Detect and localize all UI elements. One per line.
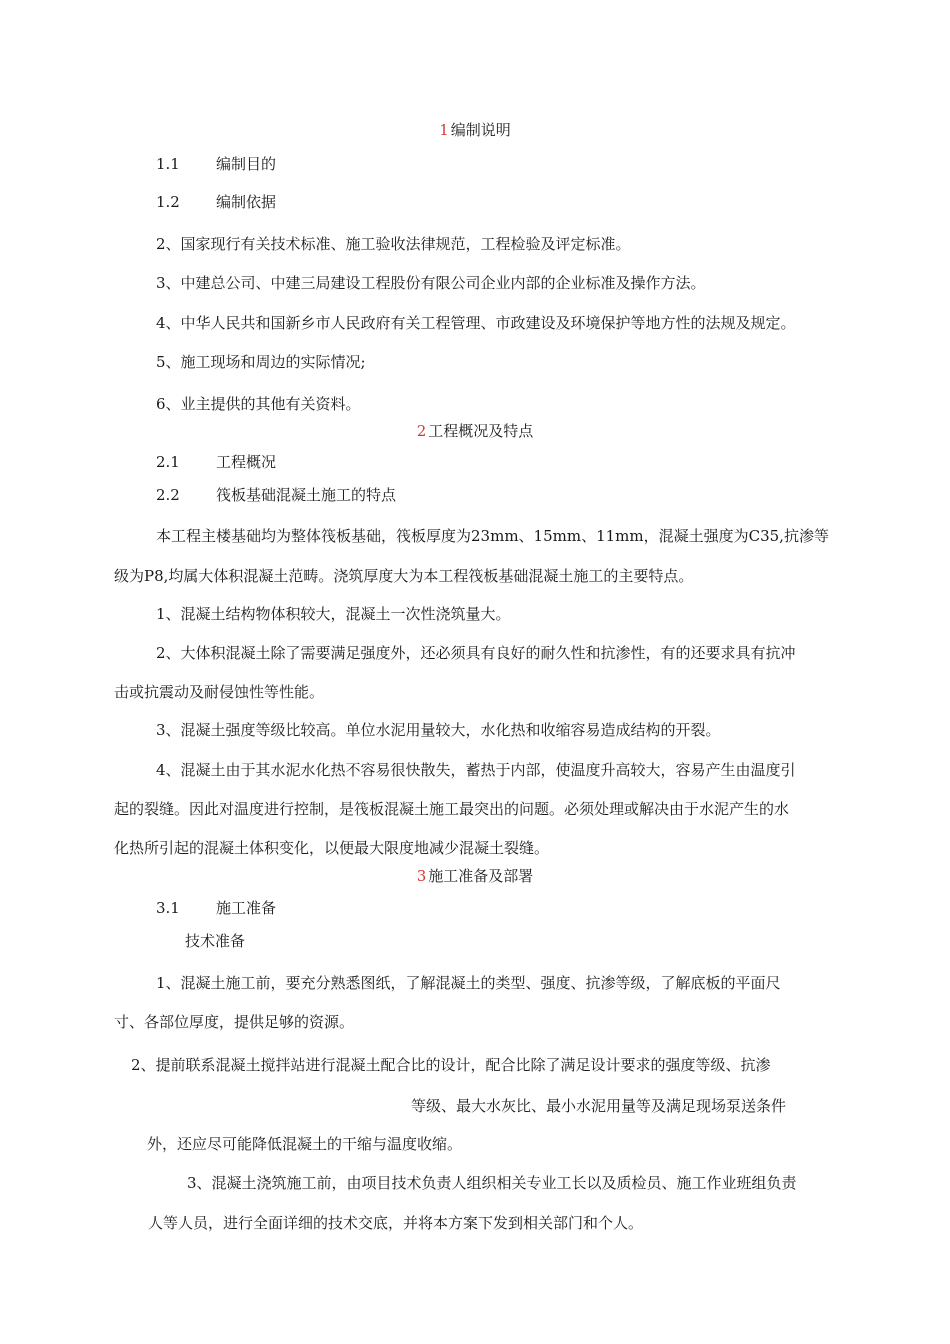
section-title: 编制说明 [450, 121, 511, 139]
section-number: 1 [439, 121, 449, 139]
paragraph-line: 级为P8,均属大体积混凝土范畴。浇筑厚度大为本工程筏板基础混凝土施工的主要特点。 [114, 567, 694, 585]
paragraph-line: 4、混凝土由于其水泥水化热不容易很快散失，蓄热于内部，使温度升高较大，容易产生由温度引 [156, 761, 796, 779]
paragraph: 4、中华人民共和国新乡市人民政府有关工程管理、市政建设及环境保护等地方性的法规及规定。 [156, 314, 796, 332]
subsection-1-2 [156, 192, 276, 212]
paragraph: 2、国家现行有关技术标准、施工验收法律规范，工程检验及评定标准。 [156, 235, 631, 253]
subsection-2-2 [156, 485, 396, 505]
subsection-title: 筏板基础混凝土施工的特点 [216, 486, 397, 504]
section-title: 施工准备及部署 [428, 867, 534, 885]
paragraph-line: 2、大体积混凝土除了需要满足强度外，还必须具有良好的耐久性和抗渗性，有的还要求具有抗冲 [156, 644, 796, 662]
subsection-number: 2.1 [156, 453, 180, 471]
paragraph-line: 起的裂缝。因此对温度进行控制，是筏板混凝土施工最突出的问题。必须处理或解决由于水泥产生的水 [114, 800, 790, 818]
subsection-2-1 [156, 452, 276, 472]
subsection-number: 2.2 [156, 486, 180, 504]
paragraph-line: 外，还应尽可能降低混凝土的干缩与温度收缩。 [147, 1135, 463, 1153]
section-1-heading [0, 120, 950, 140]
paragraph-line: 人等人员，进行全面详细的技术交底，并将本方案下发到相关部门和个人。 [148, 1214, 644, 1232]
paragraph-line: 击或抗震动及耐侵蚀性等性能。 [114, 683, 325, 701]
paragraph-line: 等级、最大水灰比、最小水泥用量等及满足现场泵送条件 [411, 1097, 787, 1115]
paragraph-line: 2、提前联系混凝土搅拌站进行混凝土配合比的设计，配合比除了满足设计要求的强度等级、抗渗 [131, 1056, 771, 1074]
section-title: 工程概况及特点 [428, 422, 534, 440]
paragraph: 3、中建总公司、中建三局建设工程股份有限公司企业内部的企业标准及操作方法。 [156, 274, 706, 292]
section-number: 2 [416, 422, 427, 440]
section-2-heading [0, 421, 950, 441]
subsection-title: 编制目的 [216, 155, 277, 173]
subsection-number: 1.1 [156, 155, 180, 173]
subsection-3-1 [156, 898, 276, 918]
subsection-number: 1.2 [156, 193, 180, 211]
subsection-number: 3.1 [156, 899, 180, 917]
sub-label: 技术准备 [185, 932, 246, 950]
paragraph-line: 寸、各部位厚度，提供足够的资源。 [114, 1013, 355, 1031]
subsection-title: 工程概况 [216, 453, 277, 471]
section-number: 3 [416, 867, 427, 885]
subsection-title: 施工准备 [216, 899, 277, 917]
paragraph-line: 3、混凝土强度等级比较高。单位水泥用量较大，水化热和收缩容易造成结构的开裂。 [156, 721, 721, 739]
subsection-1-1 [156, 154, 276, 174]
paragraph-line: 本工程主楼基础均为整体筏板基础，筏板厚度为23mm、15mm、11mm，混凝土强度为C35,抗渗等 [156, 527, 829, 545]
paragraph: 5、施工现场和周边的实际情况; [156, 353, 366, 371]
paragraph: 6、业主提供的其他有关资料。 [156, 395, 361, 413]
section-3-heading [0, 866, 950, 886]
subsection-title: 编制依据 [216, 193, 277, 211]
paragraph-line: 1、混凝土结构物体积较大，混凝土一次性浇筑量大。 [156, 605, 511, 623]
paragraph-line: 1、混凝土施工前，要充分熟悉图纸，了解混凝土的类型、强度、抗渗等级，了解底板的平面尺 [156, 974, 781, 992]
paragraph-line: 3、混凝土浇筑施工前，由项目技术负责人组织相关专业工长以及质检员、施工作业班组负责 [187, 1174, 797, 1192]
paragraph-line: 化热所引起的混凝土体积变化，以便最大限度地减少混凝土裂缝。 [114, 839, 550, 857]
